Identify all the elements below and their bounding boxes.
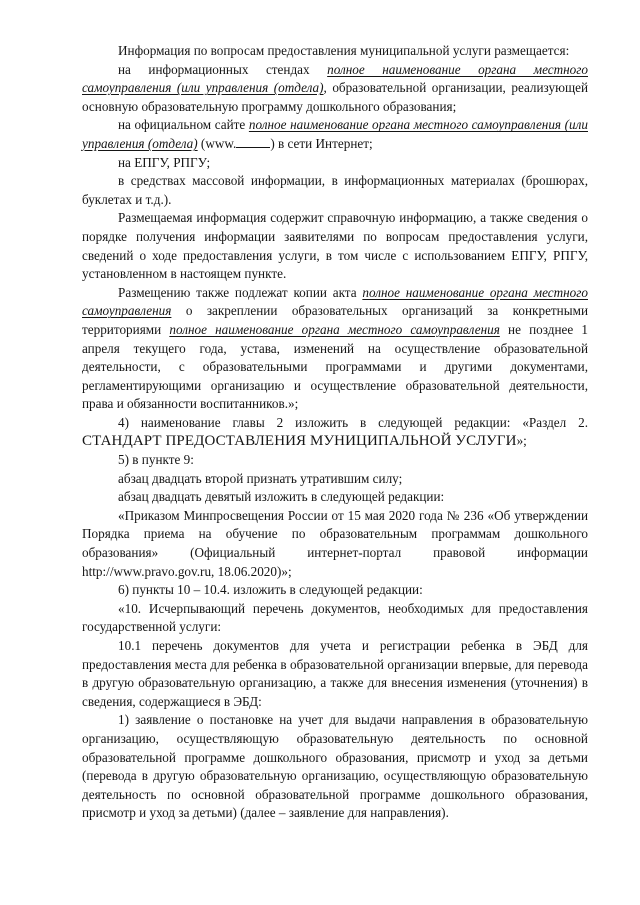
text-segment: , образовательной организации, реализующей основную образовательную программу дошкольного образования; bbox=[82, 80, 589, 114]
paragraph-abzac-22: абзац двадцать второй признать утратившим силу; bbox=[118, 470, 403, 486]
paragraph-order-citation: «Приказом Минпросвещения России от 15 мая 2020 года № 236 «Об утверждении Порядка приема на обучение по образовательным программам дошкольного образования» (Официальный интернет-портал правовой информации http://www.pravo.gov.ru, 18.06.2020)»; bbox=[82, 507, 588, 579]
text-segment: на официальном сайте bbox=[118, 117, 249, 133]
text-segment: 4) наименование главы 2 изложить в следующей редакции: «Раздел 2. bbox=[118, 414, 588, 430]
blank-field bbox=[236, 135, 270, 148]
paragraph-info-website bbox=[82, 116, 588, 153]
placeholder-authority-name: полное наименование органа местного самоуправления bbox=[169, 321, 500, 337]
paragraph-abzac-29: абзац двадцать девятый изложить в следующей редакции: bbox=[118, 489, 445, 505]
paragraph-item-5: 5) в пункте 9: bbox=[118, 452, 194, 468]
paragraph-info-intro: Информация по вопросам предоставления муниципальной услуги размещается: bbox=[118, 43, 570, 58]
paragraph-application: 1) заявление о постановке на учет для выдачи направления в образовательную организацию, осуществляющую образовательную деятельность по основной образовательной программе дошкольного образования, присмотр и уход за детьми (перевода в другую образовательную организацию, осуществляющую образовательную деятельность по основной образовательной программе дошкольного образования, присмотр и уход за детьми) (далее – заявление для направления). bbox=[82, 712, 588, 821]
placeholder-authority-name: полное наименование органа местного самоуправления (или управления (отдела) bbox=[82, 61, 588, 96]
paragraph-act-copies bbox=[82, 284, 588, 414]
placeholder-authority-name: полное наименование органа местного самоуправления (или управления (отдела) bbox=[82, 117, 588, 151]
paragraph-info-portals: на ЕПГУ, РПГУ; bbox=[118, 154, 211, 170]
paragraph-info-stands bbox=[82, 61, 588, 117]
paragraph-info-content: Размещаемая информация содержит справочную информацию, а также сведения о порядке получения информации заявителями по вопросам предоставления услуги, сведений о ходе предоставления услуги, в том числе с использованием ЕПГУ, РПГУ, установленном в настоящем пункте. bbox=[82, 210, 588, 282]
paragraph-info-media: в средствах массовой информации, в информационных материалах (брошюрах, буклетах и т.д.). bbox=[82, 173, 588, 207]
text-segment: Размещению также подлежат копии акта bbox=[118, 284, 363, 300]
text-segment: »; bbox=[516, 433, 527, 449]
text-segment: не позднее 1 апреля текущего года, устава, изменений на осуществление образовательной деятельности, с образовательными программами и другими документами, регламентирующими организацию и осуществление образовательной деятельности, права и обязанности воспитанников.»; bbox=[82, 321, 588, 412]
paragraph-item-6: 6) пункты 10 – 10.4. изложить в следующей редакции: bbox=[118, 582, 423, 598]
text-segment: на информационных стендах bbox=[118, 61, 328, 77]
paragraph-item-4 bbox=[82, 414, 588, 451]
paragraph-section-10-1: 10.1 перечень документов для учета и регистрации ребенка в ЭБД для предоставления места для ребенка в образовательной организации впервые, для перевода в другую образовательную организацию, а также для внесения изменения (уточнения) в сведения, содержащиеся в ЭБД: bbox=[82, 638, 588, 709]
text-segment: о закреплении образовательных организаций за конкретными территориями bbox=[82, 303, 588, 337]
text-segment: ) в сети Интернет; bbox=[270, 135, 373, 151]
text-segment: (www. bbox=[197, 135, 237, 151]
section-title: СТАНДАРТ ПРЕДОСТАВЛЕНИЯ МУНИЦИПАЛЬНОЙ УСЛУГИ bbox=[82, 433, 517, 450]
placeholder-authority-name: полное наименование органа местного самоуправления bbox=[82, 284, 588, 319]
paragraph-section-10: «10. Исчерпывающий перечень документов, необходимых для предоставления государственной услуги: bbox=[82, 600, 588, 635]
document-page bbox=[82, 42, 588, 823]
